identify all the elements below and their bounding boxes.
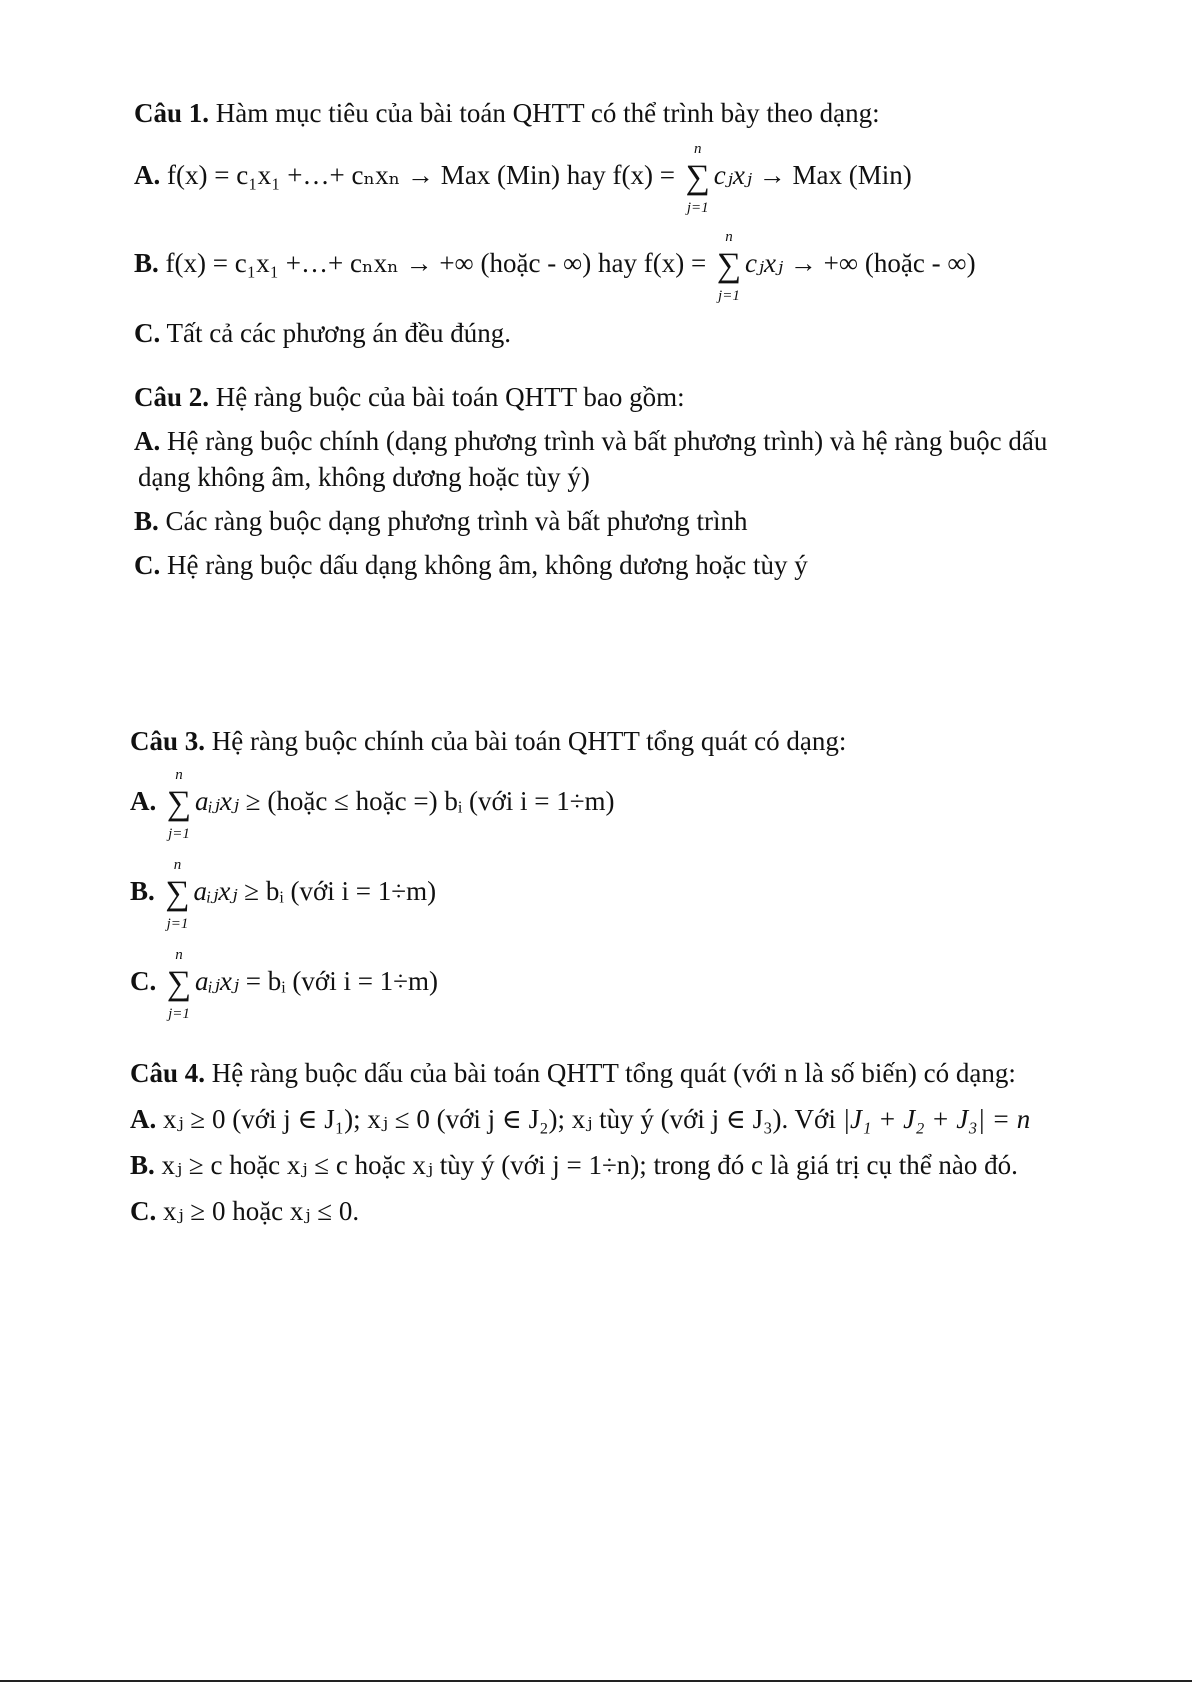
summation-symbol: n ∑ j=1	[716, 228, 742, 304]
q3-title	[130, 726, 846, 757]
q4-c-label: C.	[130, 1196, 157, 1226]
q4-b-text: xⱼ ≥ c hoặc xⱼ ≤ c hoặc xⱼ tùy ý (với j = 1÷n); trong đó c là giá trị cụ thể nào đó.	[154, 1150, 1018, 1180]
q3-option-c	[130, 946, 438, 1022]
q4-a-formula: |J₁ + J₂ + J₃| = n	[842, 1104, 1031, 1134]
q2-a-text: Hệ ràng buộc chính (dạng phương trình và bất phương trình) và hệ ràng buộc dấu	[160, 426, 1048, 456]
q1-b-right: → +∞ (hoặc - ∞)	[789, 248, 976, 278]
q3-text: Hệ ràng buộc chính của bài toán QHTT tổng quát có dạng:	[205, 726, 847, 756]
q3-label: Câu 3.	[130, 726, 206, 756]
q4-title	[130, 1058, 1016, 1089]
q2-b-label: B.	[134, 506, 159, 536]
page-bottom-rule	[0, 1680, 1192, 1682]
summation-symbol: n ∑ j=1	[165, 856, 190, 932]
q1-a-term: cⱼxⱼ	[713, 160, 759, 190]
q3-b-right: ≥ bᵢ (với i = 1÷m)	[237, 876, 437, 906]
q4-option-a	[130, 1104, 1030, 1135]
q2-option-a-cont	[138, 462, 590, 493]
q2-b-text: Các ràng buộc dạng phương trình và bất phương trình	[158, 506, 748, 536]
q2-a-label: A.	[134, 426, 161, 456]
q1-b-left: f(x) = c₁x₁ +…+ cₙxₙ → +∞ (hoặc - ∞) hay f(x) =	[158, 248, 713, 278]
q2-option-b	[134, 506, 747, 537]
q2-c-label: C.	[134, 550, 161, 580]
q4-b-label: B.	[130, 1150, 155, 1180]
q2-title	[134, 382, 685, 413]
q3-a-term: aᵢⱼxⱼ	[195, 786, 240, 816]
summation-symbol: n ∑ j=1	[166, 766, 192, 842]
q2-a-text2: dạng không âm, không dương hoặc tùy ý)	[138, 462, 590, 492]
q3-c-right: = bᵢ (với i = 1÷m)	[239, 966, 438, 996]
q2-label: Câu 2.	[134, 382, 210, 412]
q2-option-c	[134, 550, 808, 581]
q3-c-label: C.	[130, 966, 157, 996]
q4-a-label: A.	[130, 1104, 157, 1134]
q4-text: Hệ ràng buộc dấu của bài toán QHTT tổng quát (với n là số biến) có dạng:	[205, 1058, 1016, 1088]
q1-option-a	[134, 140, 912, 216]
q4-option-c	[130, 1196, 359, 1227]
q4-c-text: xⱼ ≥ 0 hoặc xⱼ ≤ 0.	[156, 1196, 360, 1226]
q1-text: Hàm mục tiêu của bài toán QHTT có thể trình bày theo dạng:	[209, 98, 880, 128]
summation-symbol: n ∑ j=1	[166, 946, 192, 1022]
q3-a-label: A.	[130, 786, 157, 816]
q1-option-b	[134, 228, 976, 304]
q1-c-label: C.	[134, 318, 161, 348]
q2-c-text: Hệ ràng buộc dấu dạng không âm, không dương hoặc tùy ý	[160, 550, 808, 580]
q3-b-term: aᵢⱼxⱼ	[193, 876, 238, 906]
q1-a-left: f(x) = c₁x₁ +…+ cₙxₙ → Max (Min) hay f(x) =	[160, 160, 682, 190]
q3-b-label: B.	[130, 876, 155, 906]
q3-option-a	[130, 766, 615, 842]
q1-a-right: → Max (Min)	[758, 160, 912, 190]
q3-a-right: ≥ (hoặc ≤ hoặc =) bᵢ (với i = 1÷m)	[239, 786, 615, 816]
q1-a-label: A.	[134, 160, 161, 190]
q2-text: Hệ ràng buộc của bài toán QHTT bao gồm:	[209, 382, 685, 412]
q1-label: Câu 1.	[134, 98, 210, 128]
q1-title	[134, 98, 880, 129]
q1-b-label: B.	[134, 248, 159, 278]
summation-symbol: n ∑ j=1	[685, 140, 710, 216]
q4-label: Câu 4.	[130, 1058, 206, 1088]
q4-option-b	[130, 1150, 1018, 1181]
q4-a-text: xⱼ ≥ 0 (với j ∈ J₁); xⱼ ≤ 0 (với j ∈ J₂); xⱼ tùy ý (với j ∈ J₃). Với	[156, 1104, 843, 1134]
q2-option-a	[134, 426, 1047, 457]
q1-option-c	[134, 318, 511, 349]
q3-c-term: aᵢⱼxⱼ	[195, 966, 240, 996]
q1-b-term: cⱼxⱼ	[744, 248, 790, 278]
q3-option-b	[130, 856, 437, 932]
q1-c-text: Tất cả các phương án đều đúng.	[160, 318, 512, 348]
